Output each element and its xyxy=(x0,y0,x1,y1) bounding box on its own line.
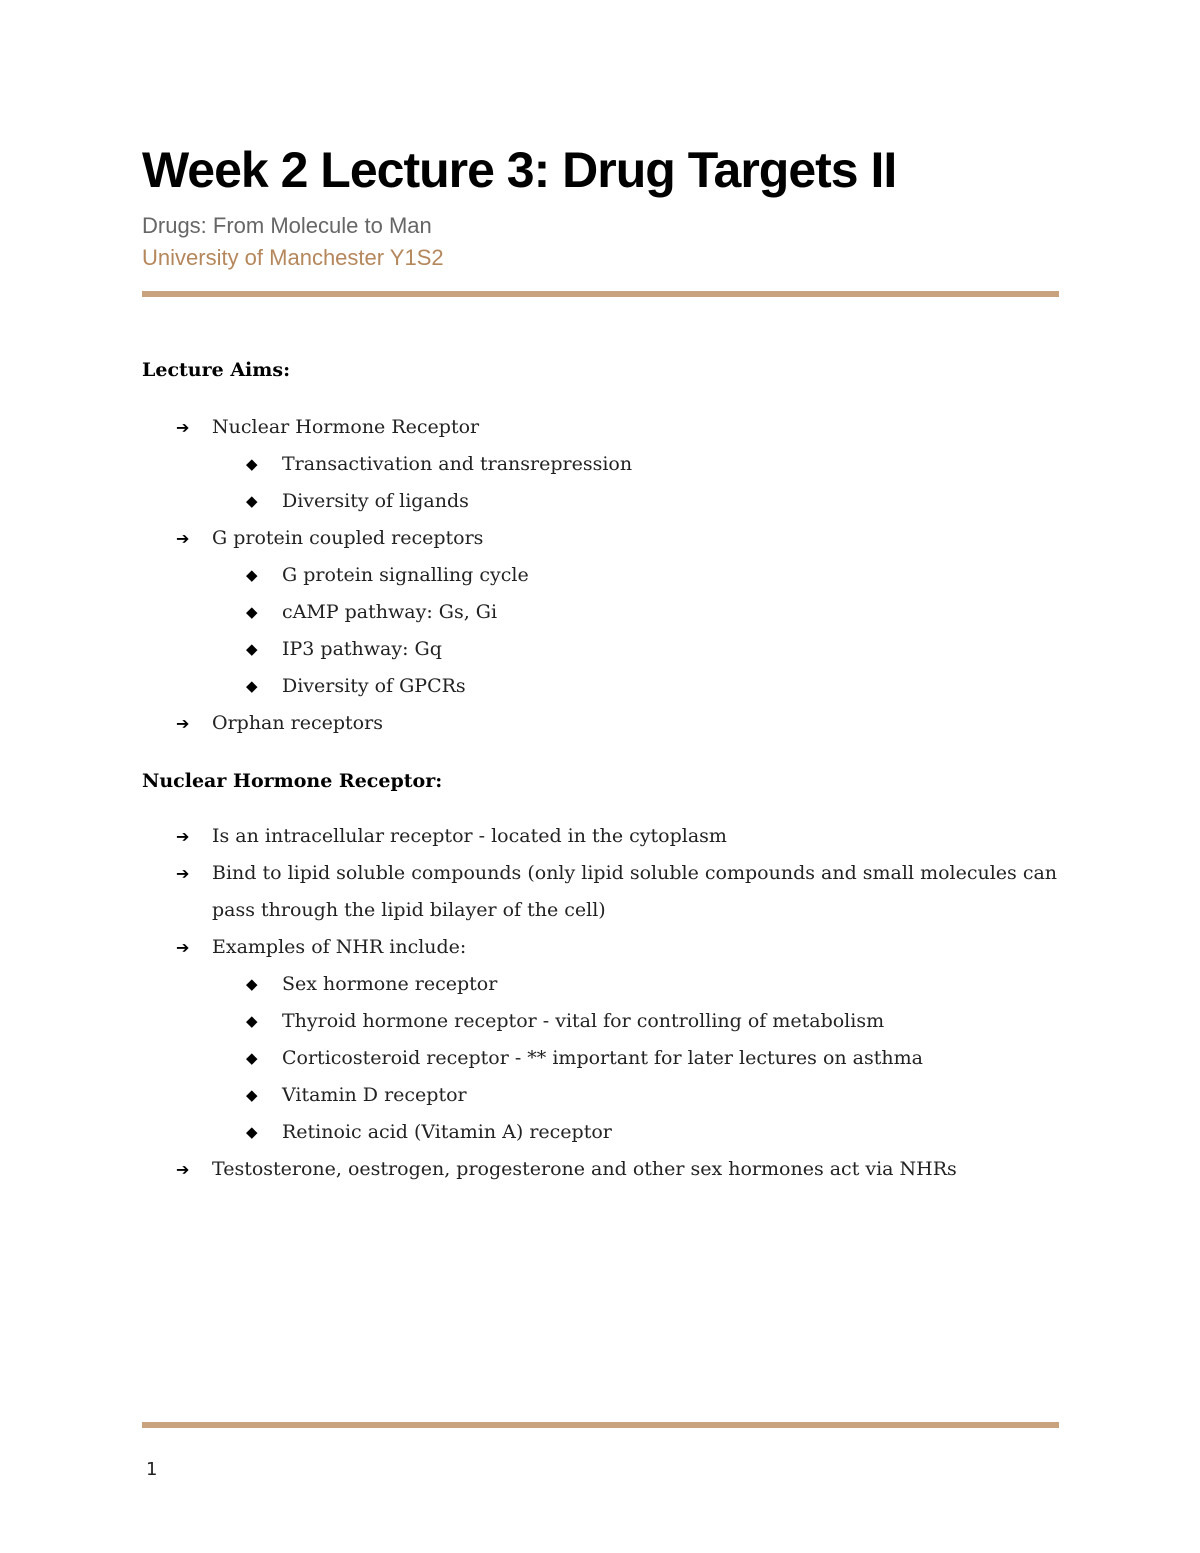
list-item-text: Testosterone, oestrogen, progesterone and other sex hormones act via NHRs xyxy=(212,1158,957,1180)
list-item-text: Is an intracellular receptor - located in the cytoplasm xyxy=(212,825,727,847)
list-item-text: Diversity of ligands xyxy=(282,490,469,512)
list-item xyxy=(142,557,632,594)
university-affiliation: University of Manchester Y1S2 xyxy=(142,245,444,270)
list-item xyxy=(142,1077,1057,1114)
list-item-text: Sex hormone receptor xyxy=(282,973,498,995)
arrow-bullet-icon: ➔ xyxy=(176,827,190,846)
list-item-text: Vitamin D receptor xyxy=(282,1084,467,1106)
diamond-bullet-icon: ◆ xyxy=(246,975,258,993)
arrow-bullet-icon: ➔ xyxy=(176,529,190,548)
list-item xyxy=(142,855,1057,892)
list-item xyxy=(142,520,632,557)
list-item-text: Transactivation and transrepression xyxy=(282,453,633,475)
list-item xyxy=(142,1003,1057,1040)
diamond-bullet-icon: ◆ xyxy=(246,603,258,621)
arrow-bullet-icon: ➔ xyxy=(176,1160,190,1179)
list-item xyxy=(142,705,632,742)
diamond-bullet-icon: ◆ xyxy=(246,677,258,695)
nhr-list xyxy=(142,818,1057,1188)
list-item xyxy=(142,1114,1057,1151)
list-item-text: IP3 pathway: Gq xyxy=(282,638,442,660)
diamond-bullet-icon: ◆ xyxy=(246,1049,258,1067)
list-item-text: cAMP pathway: Gs, Gi xyxy=(282,601,498,623)
list-item-text: Thyroid hormone receptor - vital for controlling of metabolism xyxy=(282,1010,885,1032)
list-item xyxy=(142,594,632,631)
list-item xyxy=(142,483,632,520)
list-item xyxy=(142,966,1057,1003)
list-item-text: Bind to lipid soluble compounds (only lipid soluble compounds and small molecules can xyxy=(212,862,1058,884)
diamond-bullet-icon: ◆ xyxy=(246,1012,258,1030)
arrow-bullet-icon: ➔ xyxy=(176,938,190,957)
diamond-bullet-icon: ◆ xyxy=(246,455,258,473)
list-item-text: Retinoic acid (Vitamin A) receptor xyxy=(282,1121,612,1143)
diamond-bullet-icon: ◆ xyxy=(246,1123,258,1141)
list-item xyxy=(142,1151,1057,1188)
lecture-aims-list xyxy=(142,409,632,742)
diamond-bullet-icon: ◆ xyxy=(246,566,258,584)
arrow-bullet-icon: ➔ xyxy=(176,714,190,733)
list-item xyxy=(142,668,632,705)
diamond-bullet-icon: ◆ xyxy=(246,1086,258,1104)
list-item xyxy=(142,631,632,668)
list-item-text: Nuclear Hormone Receptor xyxy=(212,416,480,438)
list-item-text: pass through the lipid bilayer of the cell) xyxy=(212,899,606,921)
arrow-bullet-icon: ➔ xyxy=(176,418,190,437)
list-item-text: Examples of NHR include: xyxy=(212,936,467,958)
course-subtitle: Drugs: From Molecule to Man xyxy=(142,213,432,238)
document-title: Week 2 Lecture 3: Drug Targets II xyxy=(142,142,897,198)
list-item-text: Corticosteroid receptor - ** important for later lectures on asthma xyxy=(282,1047,923,1069)
header-divider xyxy=(142,291,1059,297)
nhr-section-heading: Nuclear Hormone Receptor: xyxy=(142,770,443,792)
page-number: 1 xyxy=(146,1459,158,1480)
lecture-aims-heading: Lecture Aims: xyxy=(142,359,291,381)
diamond-bullet-icon: ◆ xyxy=(246,492,258,510)
arrow-bullet-icon: ➔ xyxy=(176,864,190,883)
footer-divider xyxy=(142,1422,1059,1428)
list-item-text: G protein signalling cycle xyxy=(282,564,529,586)
list-item xyxy=(142,1040,1057,1077)
list-item-text: Diversity of GPCRs xyxy=(282,675,466,697)
list-item xyxy=(142,929,1057,966)
list-item-text: G protein coupled receptors xyxy=(212,527,484,549)
list-item-text: Orphan receptors xyxy=(212,712,383,734)
list-item-continuation xyxy=(142,892,1057,929)
list-item xyxy=(142,409,632,446)
list-item xyxy=(142,446,632,483)
list-item xyxy=(142,818,1057,855)
diamond-bullet-icon: ◆ xyxy=(246,640,258,658)
